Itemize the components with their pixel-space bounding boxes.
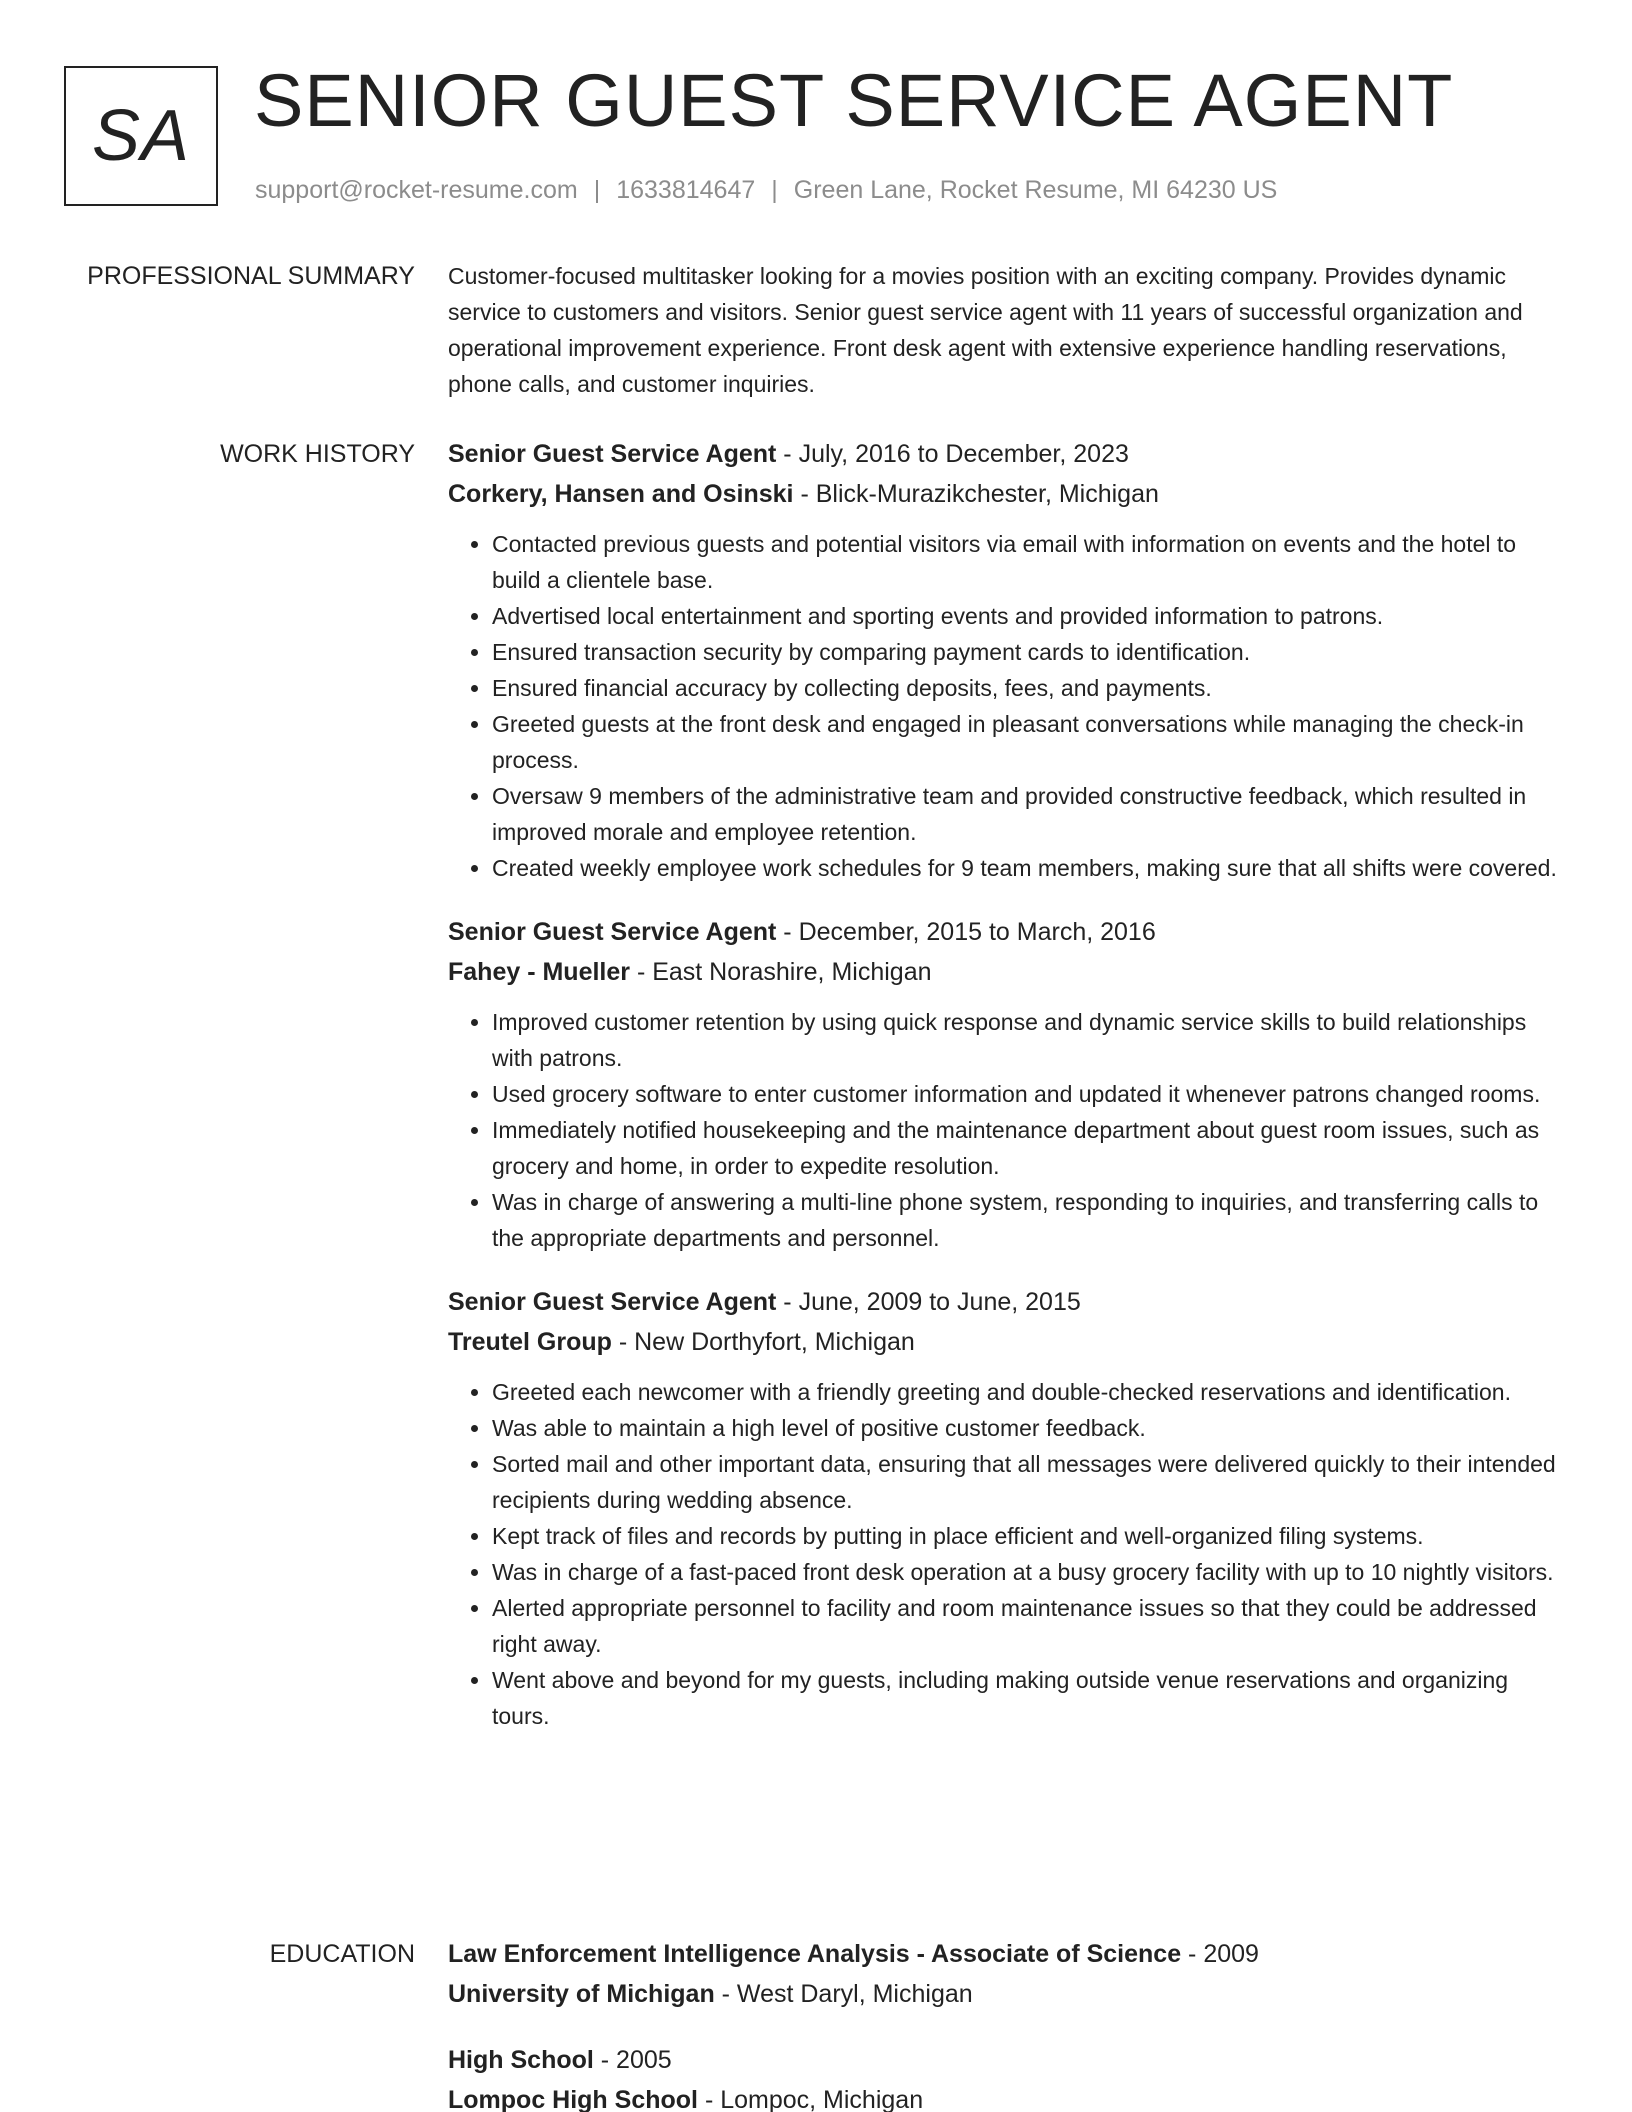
- job-title-line: [448, 1282, 1558, 1322]
- job-dates: - December, 2015 to March, 2016: [776, 918, 1156, 946]
- education-degree-line: [448, 1934, 1558, 1974]
- summary-heading: PROFESSIONAL SUMMARY: [87, 262, 415, 290]
- contact-phone: 1633814647: [616, 176, 756, 204]
- job-entry: [448, 1282, 1558, 1734]
- education-body: [448, 1934, 1558, 2112]
- job-location: - Blick-Murazikchester, Michigan: [793, 480, 1159, 508]
- job-bullet: • Immediately notified housekeeping and the maintenance department about guest room issues, such as grocery and home, in order to expedite resolution.: [492, 1112, 1558, 1184]
- contact-line: [255, 176, 1277, 205]
- job-bullet: • Contacted previous guests and potential visitors via email with information on events and the hotel to build a clientele base.: [492, 526, 1558, 598]
- job-bullet: • Alerted appropriate personnel to facility and room maintenance issues so that they could be addressed right away.: [492, 1590, 1558, 1662]
- job-bullet: • Was able to maintain a high level of positive customer feedback.: [492, 1410, 1558, 1446]
- summary-text: Customer-focused multitasker looking for a movies position with an exciting company. Provides dynamic service to customers and visitors. Senior guest service agent with 11 years of successful organization and operational improvement experience. Front desk agent with extensive experience handling reservations, phone calls, and customer inquiries.: [448, 263, 1523, 397]
- job-title-line: [448, 912, 1558, 952]
- job-title: Senior Guest Service Agent: [448, 1288, 777, 1316]
- job-bullet: • Advertised local entertainment and sporting events and provided information to patrons.: [492, 598, 1558, 634]
- work-history-body: [448, 434, 1558, 1760]
- education-location: - Lompoc, Michigan: [698, 2086, 924, 2112]
- summary-body: [448, 258, 1558, 402]
- job-bullet: • Was in charge of answering a multi-line phone system, responding to inquiries, and transferring calls to the appropriate departments and personnel.: [492, 1184, 1558, 1256]
- job-bullet: • Greeted each newcomer with a friendly greeting and double-checked reservations and identification.: [492, 1374, 1558, 1410]
- education-heading: EDUCATION: [269, 1940, 415, 1968]
- job-bullets: [448, 526, 1558, 886]
- job-bullet: • Created weekly employee work schedules for 9 team members, making sure that all shifts were covered.: [492, 850, 1558, 886]
- education-year: - 2009: [1181, 1940, 1259, 1968]
- education-school-line: [448, 1974, 1558, 2014]
- job-bullet: • Improved customer retention by using quick response and dynamic service skills to build relationships with patrons.: [492, 1004, 1558, 1076]
- job-dates: - June, 2009 to June, 2015: [776, 1288, 1081, 1316]
- page-title: SENIOR GUEST SERVICE AGENT: [254, 59, 1454, 142]
- contact-separator: |: [593, 176, 601, 204]
- job-bullet: • Went above and beyond for my guests, including making outside venue reservations and organizing tours.: [492, 1662, 1558, 1734]
- job-title: Senior Guest Service Agent: [448, 440, 777, 468]
- contact-address: Green Lane, Rocket Resume, MI 64230 US: [793, 176, 1278, 204]
- job-bullet: • Sorted mail and other important data, ensuring that all messages were delivered quickly to their intended recipients during wedding absence.: [492, 1446, 1558, 1518]
- education-school: Lompoc High School: [448, 2086, 698, 2112]
- education-school-line: [448, 2080, 1558, 2112]
- job-company: Corkery, Hansen and Osinski: [448, 480, 794, 508]
- job-entry: [448, 912, 1558, 1256]
- job-title-line: [448, 434, 1558, 474]
- job-bullet: • Oversaw 9 members of the administrative team and provided constructive feedback, which resulted in improved morale and employee retention.: [492, 778, 1558, 850]
- job-bullet: • Was in charge of a fast-paced front desk operation at a busy grocery facility with up to 10 nightly visitors.: [492, 1554, 1558, 1590]
- job-company-line: [448, 474, 1558, 514]
- education-year: - 2005: [593, 2046, 672, 2074]
- job-company-line: [448, 1322, 1558, 1362]
- job-dates: - July, 2016 to December, 2023: [776, 440, 1129, 468]
- job-company: Treutel Group: [448, 1328, 612, 1356]
- education-location: - West Daryl, Michigan: [714, 1980, 973, 2008]
- work-history-heading: WORK HISTORY: [220, 440, 415, 468]
- education-entry: [448, 2040, 1558, 2112]
- job-company-line: [448, 952, 1558, 992]
- job-bullets: [448, 1004, 1558, 1256]
- education-degree: Law Enforcement Intelligence Analysis - Associate of Science: [448, 1940, 1182, 1968]
- education-degree-line: [448, 2040, 1558, 2080]
- job-title: Senior Guest Service Agent: [448, 918, 777, 946]
- job-bullet: • Ensured financial accuracy by collecting deposits, fees, and payments.: [492, 670, 1558, 706]
- job-company: Fahey - Mueller: [448, 958, 630, 986]
- monogram-badge: SA: [64, 66, 218, 206]
- job-location: - East Norashire, Michigan: [630, 958, 932, 986]
- job-bullet: • Greeted guests at the front desk and engaged in pleasant conversations while managing the check-in process.: [492, 706, 1558, 778]
- education-entry: [448, 1934, 1558, 2014]
- contact-email: support@rocket-resume.com: [255, 176, 578, 204]
- job-bullet: • Kept track of files and records by putting in place efficient and well-organized filing systems.: [492, 1518, 1558, 1554]
- job-bullet: • Ensured transaction security by comparing payment cards to identification.: [492, 634, 1558, 670]
- job-bullet: • Used grocery software to enter customer information and updated it whenever patrons changed rooms.: [492, 1076, 1558, 1112]
- education-school: University of Michigan: [448, 1980, 715, 2008]
- job-entry: [448, 434, 1558, 886]
- contact-separator: |: [771, 176, 778, 204]
- job-location: - New Dorthyfort, Michigan: [611, 1328, 915, 1356]
- job-bullets: [448, 1374, 1558, 1734]
- education-degree: High School: [448, 2046, 594, 2074]
